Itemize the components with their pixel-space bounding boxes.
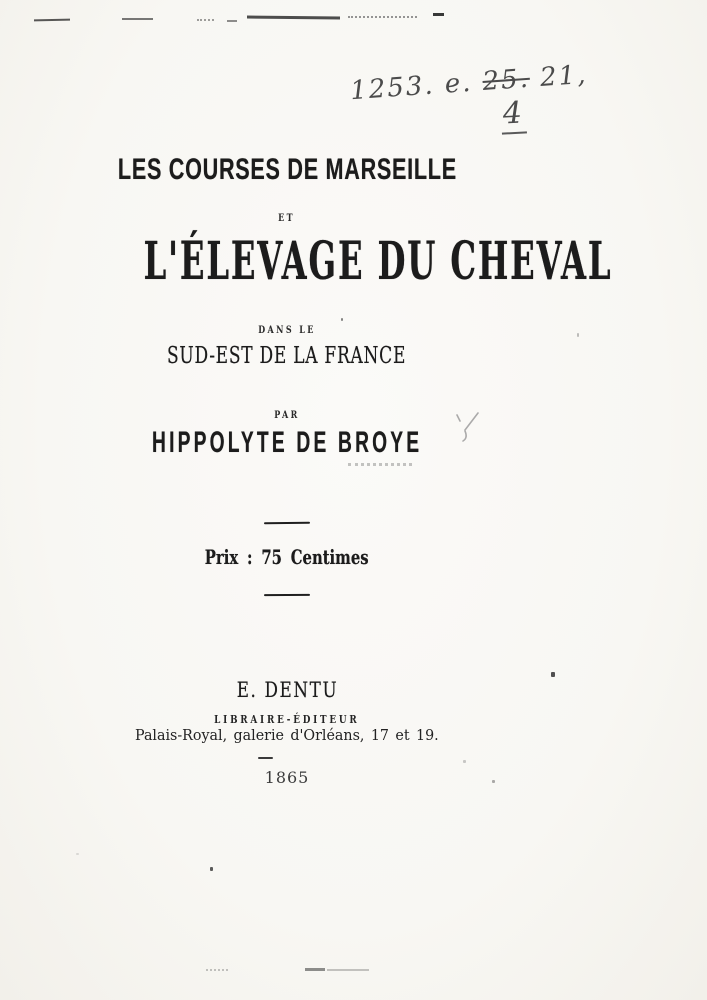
- publisher-role: LIBRAIRE-ÉDITEUR: [214, 713, 360, 726]
- ink-speck: [76, 853, 79, 855]
- scan-smudge: [348, 463, 412, 466]
- publisher-address: Palais-Royal, galerie d'Orléans, 17 et 19.: [135, 726, 439, 744]
- author-line: [0, 428, 574, 458]
- ink-speck: [577, 333, 579, 337]
- pencil-mark: [450, 410, 484, 452]
- scan-artifact: [327, 969, 369, 971]
- scan-artifact: [227, 20, 237, 22]
- publisher-line: [0, 680, 574, 701]
- scan-artifact: [247, 16, 340, 20]
- connector-line: [0, 208, 574, 224]
- ink-speck: [492, 780, 495, 783]
- scope-prefix-line: [0, 320, 574, 336]
- ink-speck: [551, 672, 555, 677]
- scope-title-line: [0, 345, 574, 368]
- publication-year: 1865: [264, 768, 310, 787]
- main-title: L'ÉLEVAGE DU CHEVAL: [143, 231, 613, 292]
- byline-line: [0, 405, 574, 421]
- scan-artifact: [122, 18, 153, 20]
- price-line: [0, 547, 574, 567]
- shelfmark-part1: 1253. e.: [349, 67, 474, 107]
- handwritten-annotation: 4: [500, 95, 527, 134]
- shelfmark-struck-part: 25.: [481, 63, 531, 97]
- scan-artifact: [348, 16, 417, 18]
- scan-artifact: [34, 19, 70, 22]
- main-title-line: [0, 231, 613, 292]
- address-line: [0, 727, 574, 743]
- byline-par: PAR: [274, 410, 300, 421]
- publisher-name: E. DENTU: [236, 678, 338, 702]
- year-line: [0, 770, 574, 786]
- scope-title: SUD-EST DE LA FRANCE: [167, 343, 407, 369]
- ink-speck: [463, 760, 466, 763]
- price-text: Prix : 75 Centimes: [205, 545, 369, 569]
- publisher-role-line: [0, 710, 574, 726]
- series-title: LES COURSES DE MARSEILLE: [117, 153, 457, 186]
- series-title-line: [0, 155, 574, 185]
- scan-artifact: [433, 13, 444, 16]
- scan-artifact: [305, 968, 325, 971]
- ink-speck: [210, 867, 213, 871]
- scope-prefix: DANS LE: [258, 325, 316, 336]
- divider-rule: [264, 594, 310, 596]
- shelfmark-part3: 21,: [539, 59, 589, 93]
- handwritten-shelfmark: [349, 60, 588, 107]
- author-name: HIPPOLYTE DE BROYE: [151, 426, 423, 459]
- scan-artifact: [197, 19, 214, 21]
- imprint-dash: [258, 757, 273, 759]
- scan-artifact: [206, 969, 228, 971]
- divider-rule: [264, 522, 310, 524]
- connector-et: ET: [278, 213, 296, 224]
